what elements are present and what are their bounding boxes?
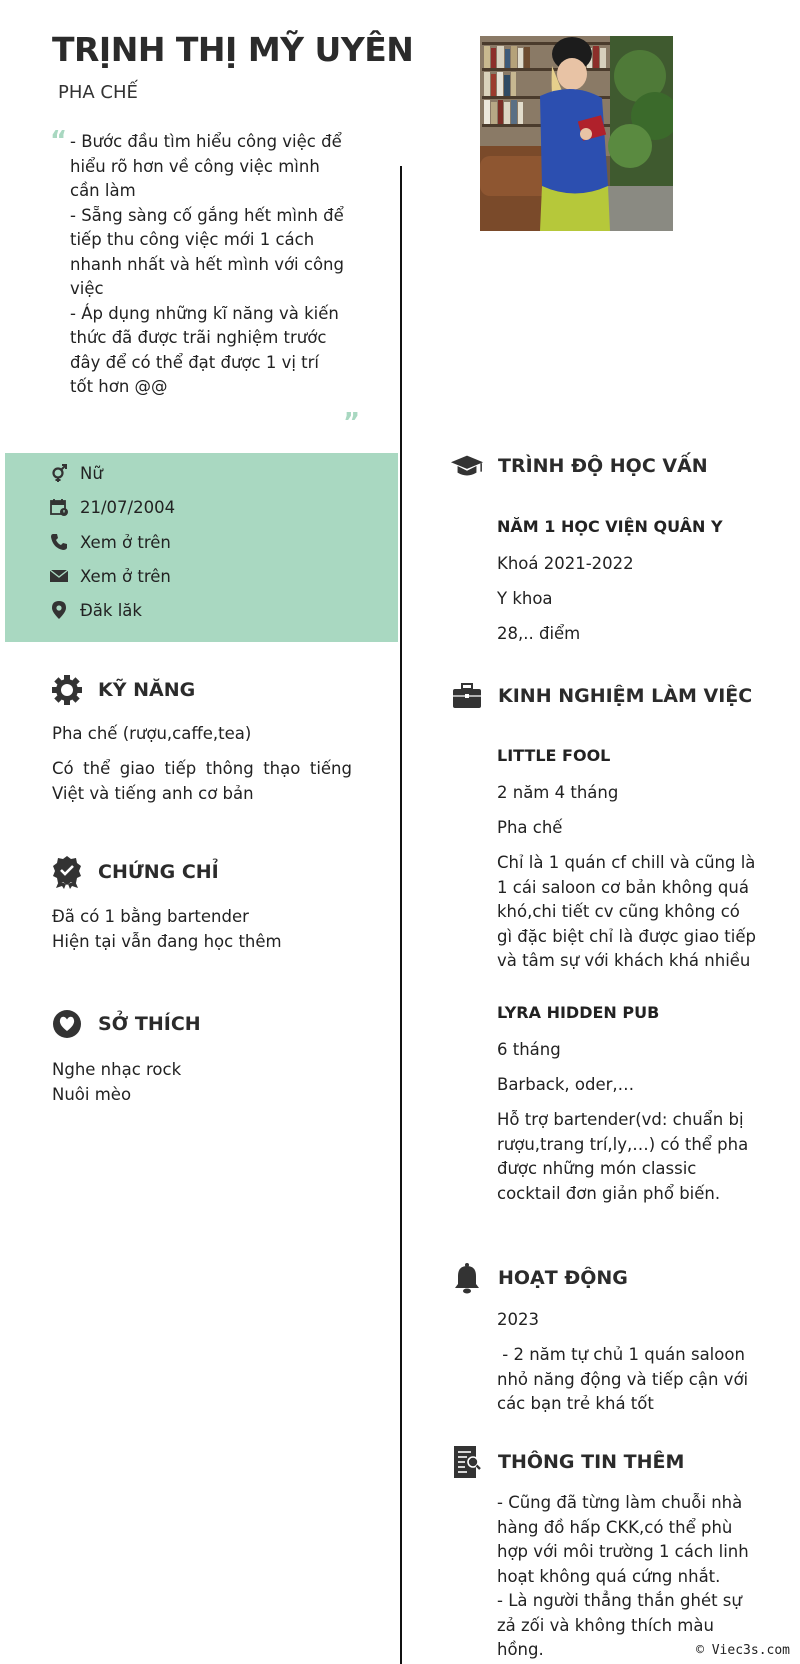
job-duration: 2 năm 4 tháng <box>497 783 619 802</box>
job-description: Chỉ là 1 quán cf chill và cũng là 1 cái saloon cơ bản không quá khó,chi tiết cv cũng không có gì đặc biệt chỉ là được giao tiếp và tâm sự với khách khá nhiều <box>497 853 756 970</box>
graduation-cap-icon <box>450 449 484 483</box>
profile-photo <box>480 36 673 231</box>
envelope-icon <box>48 565 70 587</box>
skills-title: KỸ NĂNG <box>98 679 196 701</box>
education-period: Khoá 2021-2022 <box>497 554 634 573</box>
heart-icon <box>50 1007 84 1041</box>
education-title: TRÌNH ĐỘ HỌC VẤN <box>498 455 708 477</box>
contact-email <box>48 562 171 590</box>
certificates-heading <box>50 852 219 892</box>
document-search-icon <box>450 1445 484 1479</box>
education-score: 28,.. điểm <box>497 624 581 643</box>
activities-title: HOẠT ĐỘNG <box>498 1267 628 1289</box>
close-quote-icon: ” <box>343 408 361 438</box>
additional-info-title: THÔNG TIN THÊM <box>498 1451 685 1473</box>
award-badge-icon <box>50 855 84 889</box>
bell-icon <box>450 1261 484 1295</box>
experience-title: KINH NGHIỆM LÀM VIỆC <box>498 685 753 707</box>
contact-phone <box>48 528 171 556</box>
job-duration: 6 tháng <box>497 1040 561 1059</box>
job-description: Hỗ trợ bartender(vd: chuẩn bị rượu,trang trí,ly,…) có thể pha được những món classic cocktail đơn giản phổ biến. <box>497 1110 749 1203</box>
hobbies-text: Nghe nhạc rock Nuôi mèo <box>52 1060 182 1104</box>
certificates-title: CHỨNG CHỈ <box>98 861 219 883</box>
contact-birthday <box>48 493 175 521</box>
gear-icon <box>50 673 84 707</box>
gender-icon <box>48 462 70 484</box>
watermark: © Viec3s.com <box>696 1643 790 1658</box>
education-heading <box>450 446 708 486</box>
phone-icon <box>48 531 70 553</box>
candidate-name: TRỊNH THỊ MỸ UYÊN <box>52 30 414 69</box>
education-major: Y khoa <box>497 589 553 608</box>
skills-heading <box>50 670 195 710</box>
additional-info-text: - Cũng đã từng làm chuỗi nhà hàng đồ hấp CKK,có thể phù hợp với môi trường 1 cách linh hoạt không quá cứng nhắt. - Là người thẳng thắn ghét sự zả zối và không thích màu hồng. <box>497 1493 749 1659</box>
activity-description: - 2 năm tự chủ 1 quán saloon nhỏ năng động và tiếp cận với các bạn trẻ khá tốt <box>497 1345 754 1413</box>
experience-heading <box>450 676 752 716</box>
contact-gender <box>48 459 103 487</box>
open-quote-icon: “ <box>50 126 68 156</box>
hobbies-heading <box>50 1004 201 1044</box>
briefcase-icon <box>450 679 484 713</box>
job-position: Barback, oder,… <box>497 1075 635 1094</box>
activity-year: 2023 <box>497 1310 539 1329</box>
additional-info-heading <box>450 1442 684 1482</box>
column-divider <box>400 166 402 1664</box>
skill-item: Có thể giao tiếp thông thạo tiếng Việt và tiếng anh cơ bản <box>52 759 352 803</box>
location-pin-icon <box>48 599 70 621</box>
job-company: LITTLE FOOL <box>497 746 611 765</box>
skill-item: Pha chế (rượu,caffe,tea) <box>52 724 252 743</box>
job-title: PHA CHẾ <box>58 82 138 103</box>
gender-value: Nữ <box>80 463 103 483</box>
job-company: LYRA HIDDEN PUB <box>497 1003 660 1022</box>
email-value: Xem ở trên <box>80 566 171 586</box>
birthday-value: 21/07/2004 <box>80 497 176 517</box>
school-name: NĂM 1 HỌC VIỆN QUÂN Y <box>497 517 723 536</box>
address-value: Đăk lăk <box>80 600 142 620</box>
activities-heading <box>450 1258 628 1298</box>
job-position: Pha chế <box>497 818 563 837</box>
career-objective: - Bước đầu tìm hiểu công việc để hiểu rõ hơn về công việc mình cần làm - Sẵng sàng cố gắng hết mình để tiếp thu công việc mới 1 cách nhanh nhất và hết mình với công việc - Áp dụng những kĩ năng và kiến thức đã được trãi nghiệm trước đây để có thể đạt được 1 vị trí tốt hơn @@ <box>70 132 344 396</box>
contact-address <box>48 596 142 624</box>
phone-value: Xem ở trên <box>80 532 171 552</box>
calendar-icon <box>48 496 70 518</box>
hobbies-title: SỞ THÍCH <box>98 1013 201 1035</box>
certificates-text: Đã có 1 bằng bartender Hiện tại vẫn đang học thêm <box>52 907 282 951</box>
